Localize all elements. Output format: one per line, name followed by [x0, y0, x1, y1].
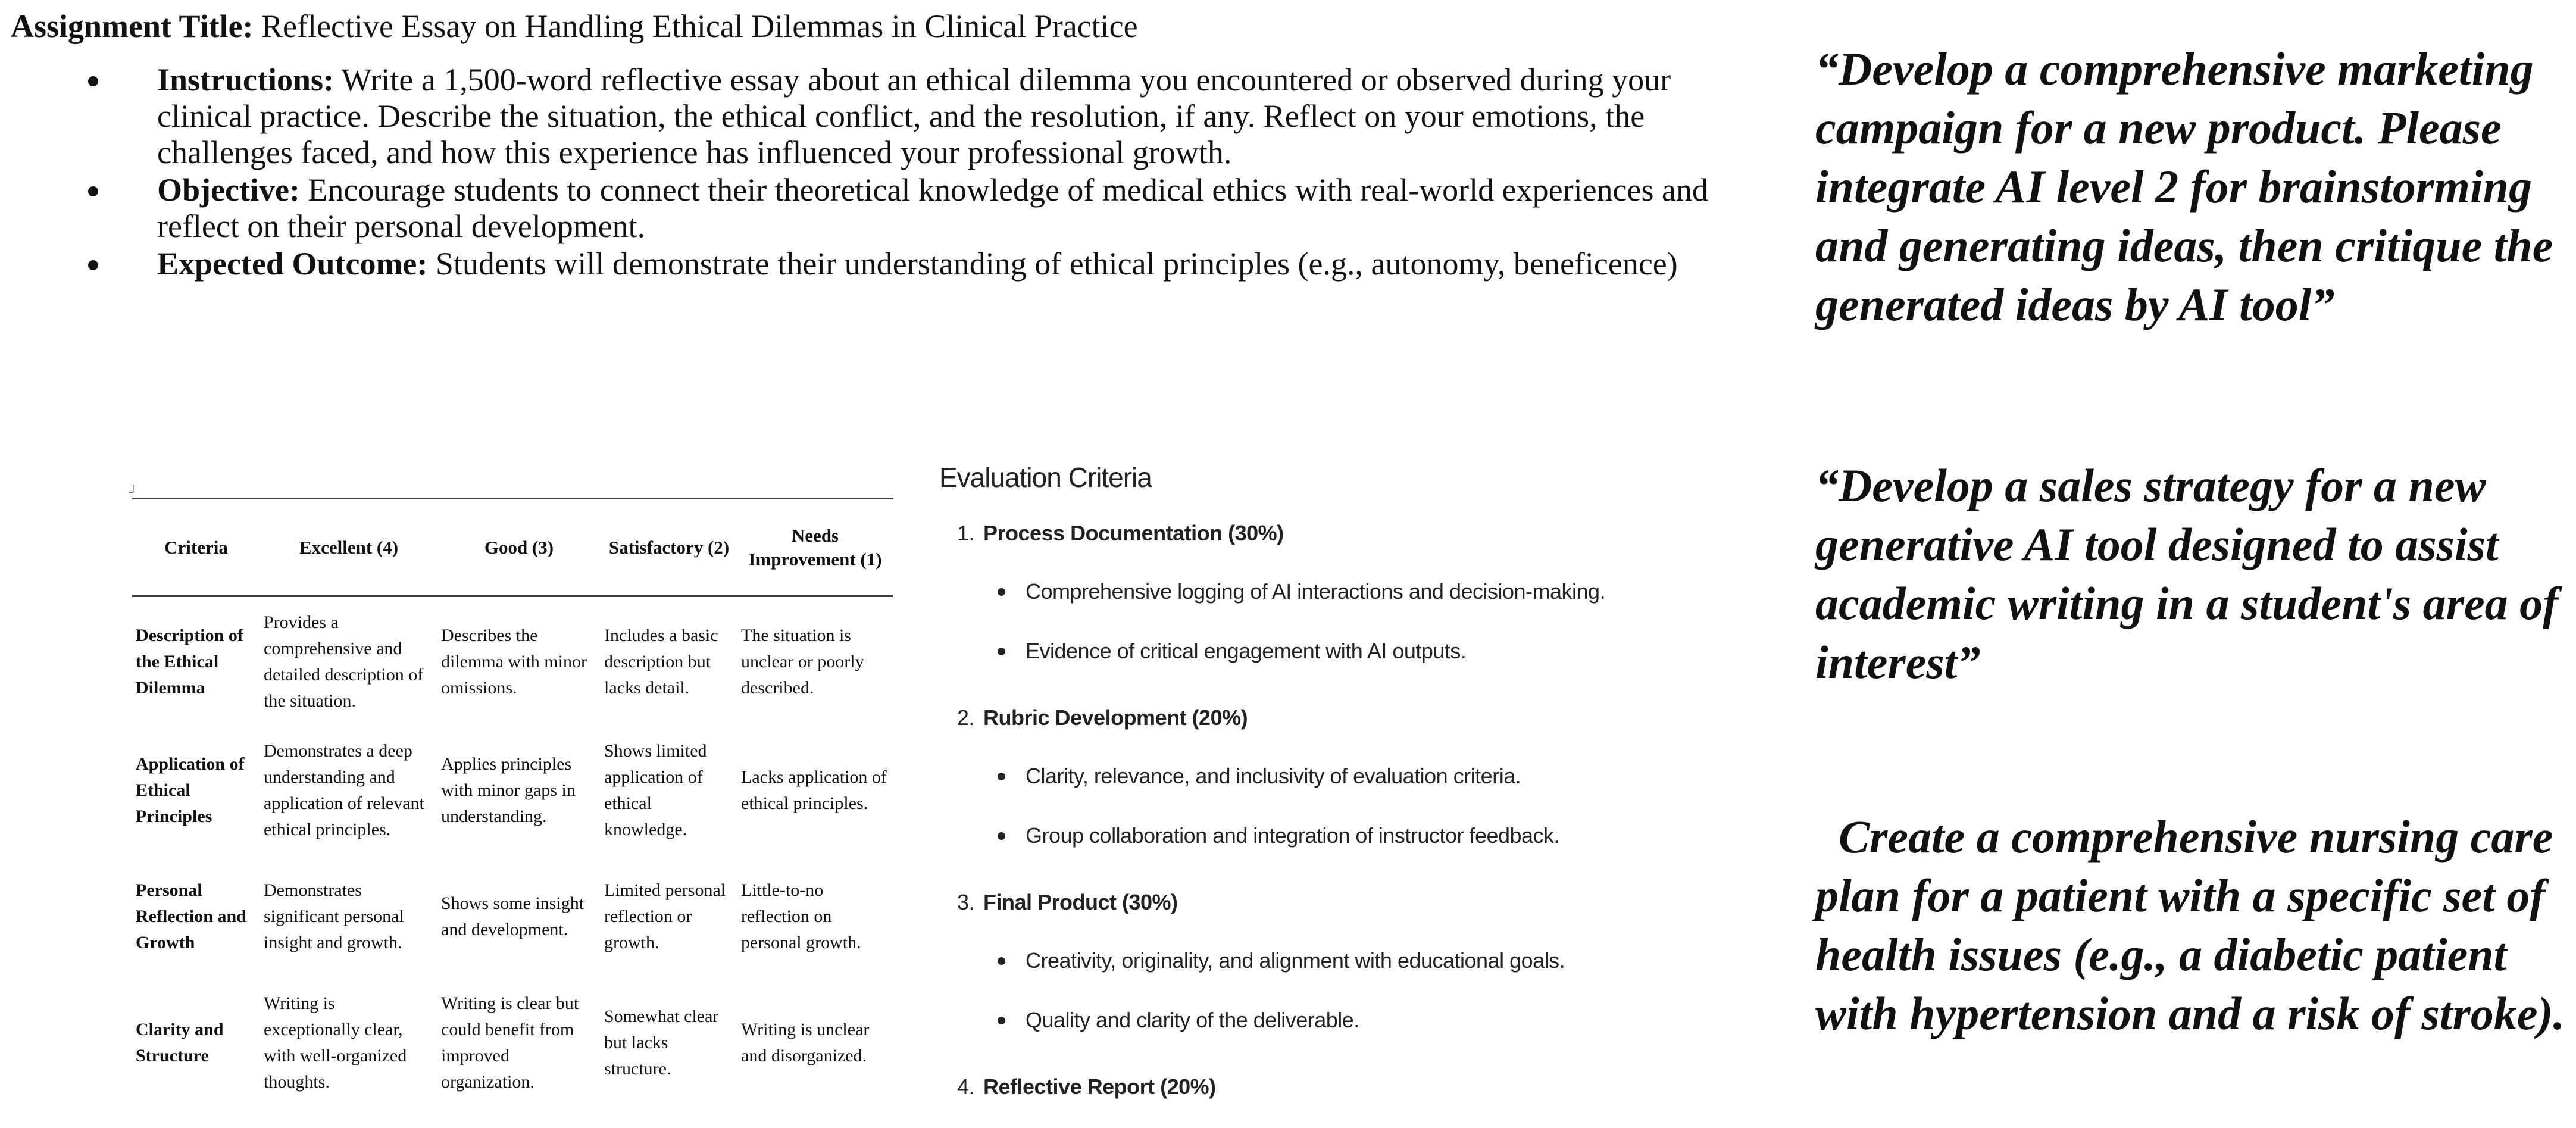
- eval-heading: [939, 1058, 1731, 1115]
- table-row: [132, 854, 893, 980]
- eval-number: 1.: [957, 521, 975, 545]
- rubric-cell: Includes a basic description but lacks detail.: [604, 626, 718, 698]
- rubric-header-row: [132, 499, 893, 596]
- bullet-text: Students will demonstrate their understanding of ethical principles (e.g., autonomy, beneficence): [427, 246, 1678, 282]
- assignment-title-label: Assignment Title:: [11, 8, 254, 44]
- bullet-dot-icon: [88, 260, 98, 270]
- rubric-cell: Shows some insight and development.: [441, 893, 584, 939]
- bullet-dot-icon: [998, 588, 1005, 596]
- eval-item-text: Creativity, originality, and alignment with educational goals.: [1026, 948, 1565, 973]
- bullet-label: Expected Outcome:: [157, 246, 428, 282]
- eval-heading: [939, 689, 1731, 746]
- rubric-table: [132, 498, 893, 1106]
- eval-section-process: [939, 505, 1731, 681]
- rubric-criteria-cell: Clarity and Structure: [136, 1019, 224, 1065]
- eval-heading-text: Rubric Development (20%): [983, 705, 1248, 730]
- eval-number: 3.: [957, 890, 975, 914]
- bullet-dot-icon: [88, 76, 98, 86]
- rubric-header-cell: Excellent (4): [299, 536, 399, 558]
- rubric-cell: Writing is exceptionally clear, with well-organized thoughts.: [264, 993, 407, 1092]
- rubric-header-cell: Satisfactory (2): [608, 536, 730, 558]
- list-item: [939, 746, 1731, 806]
- eval-item-text: Quality and clarity of the deliverable.: [1026, 1008, 1359, 1032]
- list-item: [939, 562, 1731, 621]
- eval-heading: [939, 505, 1731, 562]
- rubric-cell: The situation is unclear or poorly described.: [741, 626, 864, 698]
- bullet-dot-icon: [998, 648, 1005, 655]
- bullet-dot-icon: [998, 773, 1005, 780]
- eval-number: 4.: [957, 1074, 975, 1099]
- eval-heading-text: Process Documentation (30%): [983, 521, 1284, 545]
- rubric-cell: Demonstrates a deep understanding and application of relevant ethical principles.: [264, 740, 424, 839]
- list-item: [939, 621, 1731, 681]
- eval-heading: [939, 874, 1731, 931]
- assignment-bullets: [11, 62, 1761, 282]
- rubric-header-cell: Criteria: [164, 536, 228, 558]
- prompt-marketing: “Develop a comprehensive marketing campaign for a new product. Please integrate AI level 2 for brainstorming and generating ideas, then critique the generated ideas by AI tool”: [1815, 43, 2553, 330]
- rubric-criteria-cell: Application of Ethical Principles: [136, 754, 245, 826]
- rubric-table-container: [129, 485, 893, 1106]
- bullet-instructions: [11, 62, 1761, 171]
- eval-heading-text: Final Product (30%): [983, 890, 1178, 914]
- assignment-title-text: Reflective Essay on Handling Ethical Dilemmas in Clinical Practice: [253, 8, 1138, 44]
- assignment-title: [11, 2, 1761, 50]
- prompt-nursing-care-plan: Create a comprehensive nursing care plan for a patient with a specific set of health issues (e.g., a diabetic patient with hypertension and a risk of stroke).: [1815, 811, 2565, 1039]
- rubric-cell: Somewhat clear but lacks structure.: [604, 1006, 719, 1079]
- rubric-cell: Limited personal reflection or growth.: [604, 880, 726, 952]
- rubric-cell: Little-to-no reflection on personal growth.: [741, 880, 861, 952]
- eval-item-text: Comprehensive logging of AI interactions and decision-making.: [1026, 579, 1606, 604]
- rubric-criteria-cell: Description of the Ethical Dilemma: [136, 626, 243, 698]
- bullet-label: Instructions:: [157, 62, 334, 98]
- bullet-text: Encourage students to connect their theoretical knowledge of medical ethics with real-world experiences and reflect on their personal development.: [157, 172, 1708, 244]
- bullet-dot-icon: [998, 957, 1005, 965]
- list-item: [939, 931, 1731, 990]
- rubric-cell: Applies principles with minor gaps in understanding.: [441, 754, 576, 826]
- rubric-cell: Writing is clear but could benefit from improved organization.: [441, 993, 579, 1092]
- evaluation-title: Evaluation Criteria: [939, 462, 1152, 493]
- eval-item-text: Clarity, relevance, and inclusivity of evaluation criteria.: [1026, 764, 1521, 788]
- list-item: [939, 806, 1731, 865]
- list-item: [939, 990, 1731, 1050]
- evaluation-criteria: [939, 458, 1731, 1115]
- rubric-cell: Shows limited application of ethical knowledge.: [604, 740, 707, 839]
- rubric-cell: Provides a comprehensive and detailed description of the situation.: [264, 613, 424, 711]
- bullet-label: Objective:: [157, 172, 300, 208]
- prompt-sales-strategy: “Develop a sales strategy for a new generative AI tool designed to assist academic writing in a student's area of interest”: [1815, 460, 2559, 688]
- rubric-cell: Describes the dilemma with minor omissions.: [441, 626, 587, 698]
- bullet-expected-outcome: [11, 246, 1761, 282]
- bullet-objective: [11, 172, 1761, 245]
- bullet-dot-icon: [88, 186, 98, 196]
- rubric-criteria-cell: Personal Reflection and Growth: [136, 880, 246, 952]
- rubric-header-cell: Needs Improvement (1): [748, 524, 882, 570]
- table-row: [132, 727, 893, 854]
- table-anchor-icon: ┘: [129, 485, 138, 499]
- eval-item-text: Group collaboration and integration of instructor feedback.: [1026, 823, 1560, 848]
- eval-section-rubric: [939, 689, 1731, 865]
- rubric-cell: Demonstrates significant personal insight and growth.: [264, 880, 404, 952]
- table-row: [132, 980, 893, 1106]
- eval-number: 2.: [957, 705, 975, 730]
- eval-section-final: [939, 874, 1731, 1050]
- assignment-block: [11, 2, 1761, 283]
- bullet-text: Write a 1,500-word reflective essay about an ethical dilemma you encountered or observed during your clinical practice. Describe the situation, the ethical conflict, and the resolution, if any. Reflect on your emotions, the challenges faced, and how this experience has influenced your professional growth.: [157, 62, 1671, 170]
- eval-item-text: Evidence of critical engagement with AI outputs.: [1026, 639, 1467, 663]
- eval-section-reflective: [939, 1058, 1731, 1115]
- rubric-cell: Lacks application of ethical principles.: [741, 767, 887, 813]
- rubric-cell: Writing is unclear and disorganized.: [741, 1019, 870, 1065]
- bullet-dot-icon: [998, 1017, 1005, 1024]
- rubric-header-cell: Good (3): [484, 536, 554, 558]
- bullet-dot-icon: [998, 832, 1005, 840]
- table-row: [132, 596, 893, 727]
- eval-heading-text: Reflective Report (20%): [983, 1074, 1216, 1099]
